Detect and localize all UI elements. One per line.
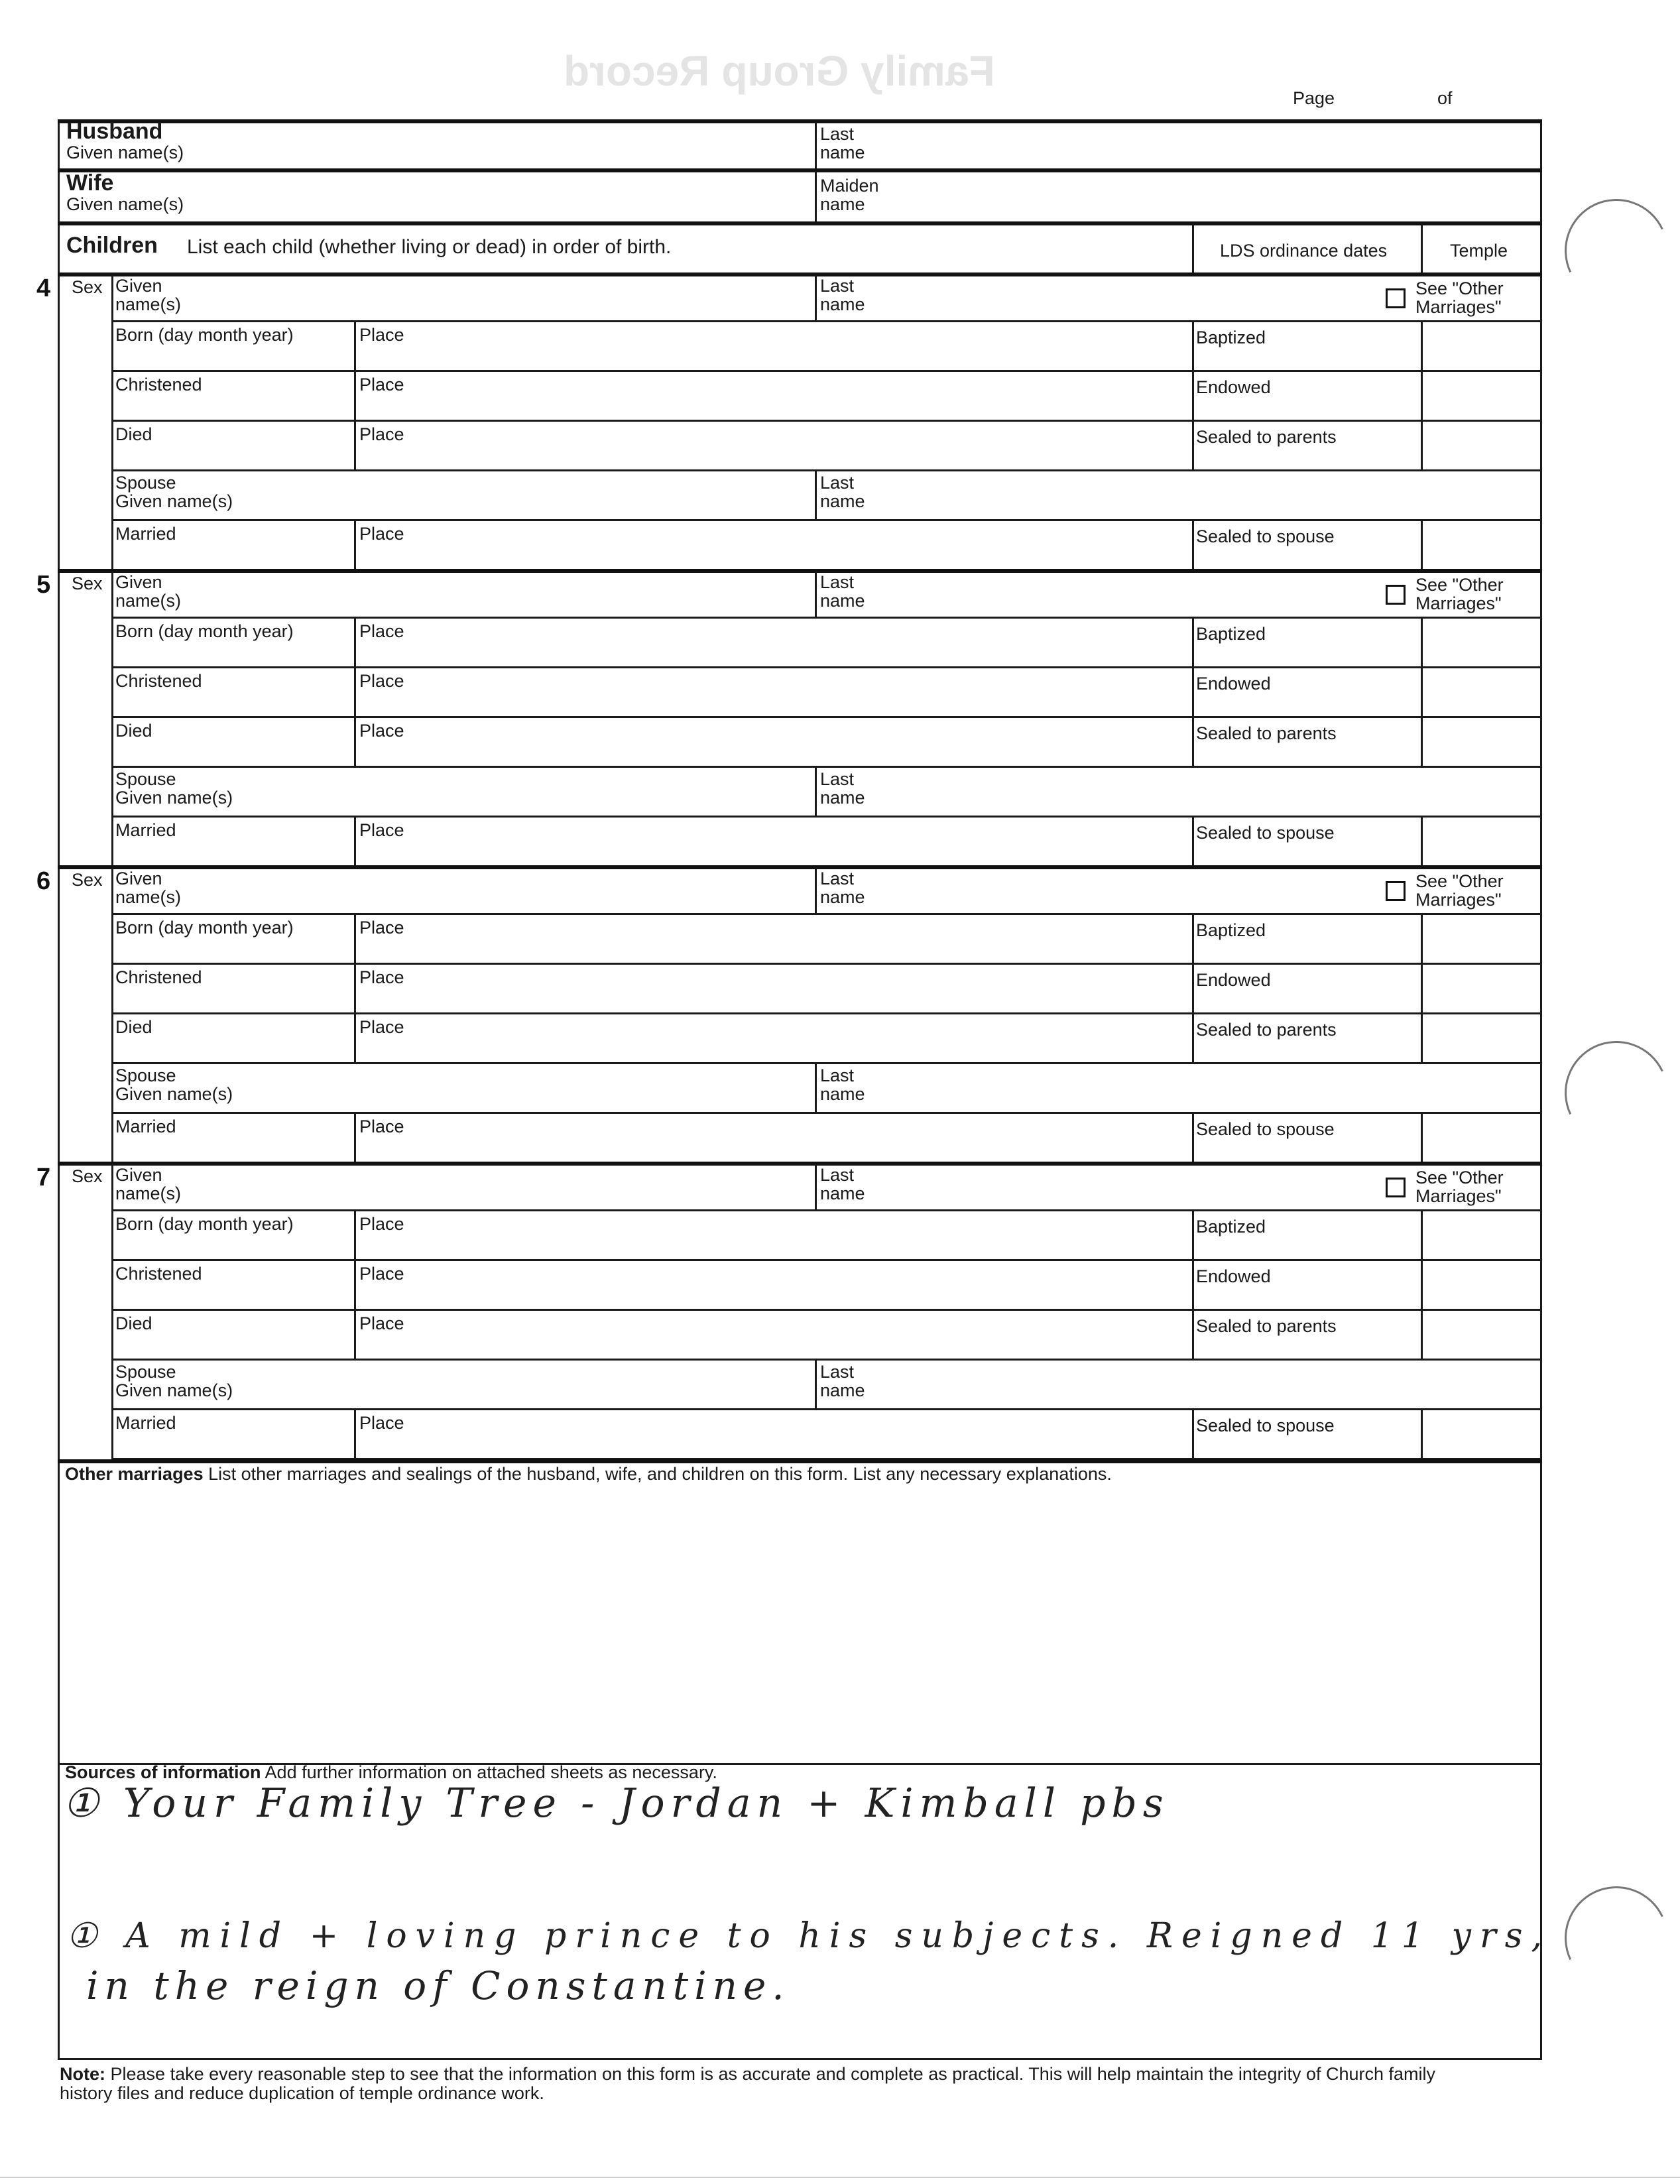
child-spouse-label-2: Given name(s) — [115, 1084, 233, 1104]
child-row-rule — [111, 420, 1542, 422]
child-last-label-1: Last — [820, 276, 855, 296]
child-married-place-label: Place — [359, 1117, 404, 1136]
see-other-marriages-label-1: See "Other — [1415, 278, 1504, 298]
child-spouse-last-label-1: Last — [820, 473, 855, 493]
temple-label: Temple — [1450, 241, 1508, 261]
other-marriages-instruction: List other marriages and sealings of the husband, wife, and children on this form. List any necessary explanations. — [208, 1464, 1112, 1484]
child-spouse-last-label-2: name — [820, 1084, 865, 1104]
child-last-label-2: name — [820, 887, 865, 907]
children-top-rule — [58, 221, 1542, 225]
child-married-place-label: Place — [359, 524, 404, 544]
child-born-place-label: Place — [359, 325, 404, 345]
child-spouse-label-1: Spouse — [115, 769, 176, 789]
child-row-rule — [111, 519, 1542, 521]
child-spouse-label-2: Given name(s) — [115, 788, 233, 808]
form-right-border — [1540, 119, 1542, 2060]
child-christened-place-label: Place — [359, 671, 404, 691]
note-text-1: Please take every reasonable step to see that the information on this form is as accurate and complete as practical. This will help maintain the integrity of Church family — [110, 2064, 1436, 2084]
child-given-last-divider — [815, 275, 817, 320]
child-sex-column-divider — [111, 868, 113, 1162]
child-endowed-label: Endowed — [1196, 377, 1271, 397]
child-lds-divider — [1192, 1209, 1194, 1359]
child-last-label-1: Last — [820, 572, 855, 592]
binder-hole-top — [1550, 184, 1680, 317]
child-christened-place-label: Place — [359, 967, 404, 987]
child-given-label-1: Given — [115, 572, 162, 592]
husband-last-label-1: Last — [820, 124, 855, 144]
bleed-through-title: Family Group Record — [564, 47, 995, 95]
child-died-label: Died — [115, 1313, 152, 1333]
child-sex-label: Sex — [72, 277, 103, 297]
child-born-place-label: Place — [359, 621, 404, 641]
child-born-label: Born (day month year) — [115, 1214, 294, 1234]
child-lds-divider — [1192, 320, 1194, 469]
child-lds-divider — [1192, 617, 1194, 766]
child-spouse-last-label-2: name — [820, 1380, 865, 1400]
child-number: 4 — [36, 274, 51, 302]
children-instruction: List each child (whether living or dead) in order of birth. — [187, 236, 672, 258]
child-sealed_parents-label: Sealed to parents — [1196, 1020, 1337, 1040]
child-married-place-divider — [354, 1112, 356, 1162]
child-number: 6 — [36, 867, 51, 895]
child-sex-label: Sex — [72, 1166, 103, 1186]
child-born-label: Born (day month year) — [115, 325, 294, 345]
see-other-marriages-label-2: Marriages" — [1415, 297, 1502, 317]
wife-maiden-label-2: name — [820, 194, 865, 214]
child-born-label: Born (day month year) — [115, 918, 294, 938]
child-married-label: Married — [115, 1413, 176, 1433]
child-temple-divider — [1421, 320, 1423, 469]
child-given-label-2: name(s) — [115, 1183, 182, 1203]
child-top-rule — [58, 1162, 1542, 1166]
child-last-label-2: name — [820, 294, 865, 314]
child-sealed-spouse-label: Sealed to spouse — [1196, 1119, 1335, 1139]
child-sealed_parents-label: Sealed to parents — [1196, 1316, 1337, 1336]
see-other-marriages-checkbox[interactable] — [1386, 585, 1406, 605]
wife-given-label: Given name(s) — [66, 194, 184, 214]
child-died-place-label: Place — [359, 721, 404, 741]
child-born-place-label: Place — [359, 1214, 404, 1234]
child-row-rule — [111, 963, 1542, 965]
child-died-label: Died — [115, 1017, 152, 1037]
husband-last-label-2: name — [820, 143, 865, 162]
child-sealed-spouse-label: Sealed to spouse — [1196, 526, 1335, 546]
child-last-label-2: name — [820, 1183, 865, 1203]
of-label: of — [1437, 88, 1453, 108]
wife-title: Wife — [66, 170, 114, 196]
child-last-label-2: name — [820, 591, 865, 611]
form-left-border — [58, 119, 60, 2060]
page-bottom-edge — [0, 2177, 1680, 2178]
child-christened-place-label: Place — [359, 375, 404, 394]
child-row-rule — [111, 1012, 1542, 1014]
sources-handwritten-line-2: ① A mild + loving prince to his subjects. Reigned 11 yrs, — [66, 1916, 1551, 1956]
child-married-place-divider — [354, 519, 356, 569]
child-married-place-divider — [354, 816, 356, 865]
child-lds-divider-married — [1192, 816, 1194, 865]
see-other-marriages-label-1: See "Other — [1415, 575, 1504, 595]
child-spouse-label-2: Given name(s) — [115, 491, 233, 511]
child-row-rule — [111, 1209, 1542, 1211]
child-row-rule — [111, 469, 1542, 471]
child-died-place-label: Place — [359, 1313, 404, 1333]
child-given-label-1: Given — [115, 1165, 162, 1185]
child-row-rule — [111, 1408, 1542, 1410]
child-row-rule — [111, 1112, 1542, 1114]
child-row-rule — [111, 1359, 1542, 1361]
husband-title: Husband — [66, 119, 163, 144]
child-lds-divider-married — [1192, 1112, 1194, 1162]
child-event-place-divider — [354, 617, 356, 766]
note-line-2: history files and reduce duplication of temple ordinance work. — [60, 2083, 544, 2103]
child-married-place-label: Place — [359, 820, 404, 840]
child-row-rule — [111, 617, 1542, 619]
see-other-marriages-checkbox[interactable] — [1386, 1178, 1406, 1197]
child-christened-place-label: Place — [359, 1264, 404, 1284]
child-top-rule — [58, 865, 1542, 869]
child-spouse-last-divider — [815, 766, 817, 816]
child-spouse-last-divider — [815, 1359, 817, 1408]
child-married-label: Married — [115, 820, 176, 840]
wife-maiden-label-1: Maiden — [820, 176, 879, 196]
child-event-place-divider — [354, 913, 356, 1062]
child-lds-divider-married — [1192, 519, 1194, 569]
child-given-last-divider — [815, 572, 817, 617]
child-married-label: Married — [115, 1117, 176, 1136]
child-temple-divider — [1421, 1209, 1423, 1359]
child-temple-divider — [1421, 617, 1423, 766]
child-spouse-last-label-1: Last — [820, 1362, 855, 1382]
child-baptized-label: Baptized — [1196, 920, 1266, 940]
husband-given-label: Given name(s) — [66, 143, 184, 162]
child-died-label: Died — [115, 424, 152, 444]
child-spouse-last-divider — [815, 469, 817, 519]
child-row-rule — [111, 320, 1542, 322]
child-spouse-label-1: Spouse — [115, 1362, 176, 1382]
child-lds-divider-married — [1192, 1408, 1194, 1458]
child-given-last-divider — [815, 1164, 817, 1209]
child-event-place-divider — [354, 320, 356, 469]
child-sealed_parents-label: Sealed to parents — [1196, 427, 1337, 447]
child-endowed-label: Endowed — [1196, 674, 1271, 694]
child-spouse-last-label-2: name — [820, 491, 865, 511]
child-last-label-1: Last — [820, 869, 855, 888]
child-row-rule — [111, 766, 1542, 768]
child-died-label: Died — [115, 721, 152, 741]
child-temple-divider-married — [1421, 1112, 1423, 1162]
child-christened-label: Christened — [115, 967, 202, 987]
child-number: 7 — [36, 1164, 51, 1191]
binder-hole-middle — [1550, 1026, 1680, 1159]
note-line-1 — [60, 2065, 1435, 2084]
sources-bottom-rule — [58, 2058, 1542, 2060]
child-sex-label: Sex — [72, 574, 103, 593]
child-sealed-spouse-label: Sealed to spouse — [1196, 823, 1335, 843]
child-row-rule — [111, 816, 1542, 818]
child-married-place-label: Place — [359, 1413, 404, 1433]
child-baptized-label: Baptized — [1196, 1217, 1266, 1237]
child-endowed-label: Endowed — [1196, 970, 1271, 990]
sources-title: Sources of information — [65, 1762, 261, 1782]
see-other-marriages-label-1: See "Other — [1415, 871, 1504, 891]
other-marriages-top-rule — [58, 1459, 1542, 1463]
child-married-label: Married — [115, 524, 176, 544]
child-given-last-divider — [815, 868, 817, 913]
child-row-rule — [111, 716, 1542, 718]
child-number: 5 — [36, 571, 51, 599]
child-row-rule — [111, 666, 1542, 668]
child-died-place-label: Place — [359, 1017, 404, 1037]
husband-divider — [815, 122, 817, 168]
child-married-place-divider — [354, 1408, 356, 1458]
child-sex-column-divider — [111, 275, 113, 569]
see-other-marriages-label-1: See "Other — [1415, 1168, 1504, 1187]
child-baptized-label: Baptized — [1196, 624, 1266, 644]
child-spouse-label-1: Spouse — [115, 1065, 176, 1085]
child-temple-divider-married — [1421, 519, 1423, 569]
child-given-label-2: name(s) — [115, 294, 182, 314]
child-sex-label: Sex — [72, 870, 103, 890]
lds-header-divider — [1192, 224, 1194, 273]
see-other-marriages-label-2: Marriages" — [1415, 593, 1502, 613]
child-spouse-last-label-2: name — [820, 788, 865, 808]
child-event-place-divider — [354, 1209, 356, 1359]
child-temple-divider-married — [1421, 1408, 1423, 1458]
child-spouse-label-1: Spouse — [115, 473, 176, 493]
child-row-rule — [111, 913, 1542, 915]
child-row-rule — [111, 370, 1542, 372]
child-top-rule — [58, 569, 1542, 573]
note-label: Note: — [60, 2064, 105, 2084]
binder-hole-bottom — [1550, 1872, 1680, 2004]
see-other-marriages-label-2: Marriages" — [1415, 1186, 1502, 1206]
other-marriages-area[interactable] — [61, 1488, 1538, 1760]
wife-divider — [815, 171, 817, 221]
child-given-label-1: Given — [115, 276, 162, 296]
child-temple-divider-married — [1421, 816, 1423, 865]
sources-handwritten-line-1: ① Your Family Tree - Jordan + Kimball pbs — [63, 1780, 1170, 1827]
page-label: Page — [1293, 88, 1335, 108]
husband-top-rule — [58, 119, 1542, 123]
child-baptized-label: Baptized — [1196, 328, 1266, 347]
child-born-label: Born (day month year) — [115, 621, 294, 641]
child-given-label-2: name(s) — [115, 887, 182, 907]
see-other-marriages-label-2: Marriages" — [1415, 890, 1502, 910]
child-christened-label: Christened — [115, 375, 202, 394]
child-sex-column-divider — [111, 1164, 113, 1458]
child-died-place-label: Place — [359, 424, 404, 444]
wife-top-rule — [58, 168, 1542, 172]
sources-heading — [65, 1763, 717, 1782]
child-temple-divider — [1421, 913, 1423, 1062]
child-last-label-1: Last — [820, 1165, 855, 1185]
child-row-rule — [111, 1309, 1542, 1311]
child-sealed_parents-label: Sealed to parents — [1196, 723, 1337, 743]
child-row-rule — [111, 1062, 1542, 1064]
lds-ordinance-label: LDS ordinance dates — [1220, 241, 1388, 261]
child-sex-column-divider — [111, 572, 113, 865]
other-marriages-heading — [65, 1465, 1112, 1484]
child-row-rule — [111, 1259, 1542, 1261]
child-spouse-last-label-1: Last — [820, 1065, 855, 1085]
child-spouse-last-divider — [815, 1062, 817, 1112]
child-endowed-label: Endowed — [1196, 1266, 1271, 1286]
child-given-label-1: Given — [115, 869, 162, 888]
sources-instruction: Add further information on attached sheets as necessary. — [265, 1762, 717, 1782]
child-top-rule — [58, 273, 1542, 276]
sources-handwritten-line-3: in the reign of Constantine. — [86, 1963, 790, 2008]
child-lds-divider — [1192, 913, 1194, 1062]
other-marriages-title: Other marriages — [65, 1464, 204, 1484]
children-title: Children — [66, 233, 158, 258]
child-born-place-label: Place — [359, 918, 404, 938]
child-given-label-2: name(s) — [115, 591, 182, 611]
child-sealed-spouse-label: Sealed to spouse — [1196, 1416, 1335, 1435]
temple-header-divider — [1421, 224, 1423, 273]
see-other-marriages-checkbox[interactable] — [1386, 881, 1406, 901]
child-christened-label: Christened — [115, 1264, 202, 1284]
see-other-marriages-checkbox[interactable] — [1386, 288, 1406, 308]
child-spouse-label-2: Given name(s) — [115, 1380, 233, 1400]
child-christened-label: Christened — [115, 671, 202, 691]
child-spouse-last-label-1: Last — [820, 769, 855, 789]
